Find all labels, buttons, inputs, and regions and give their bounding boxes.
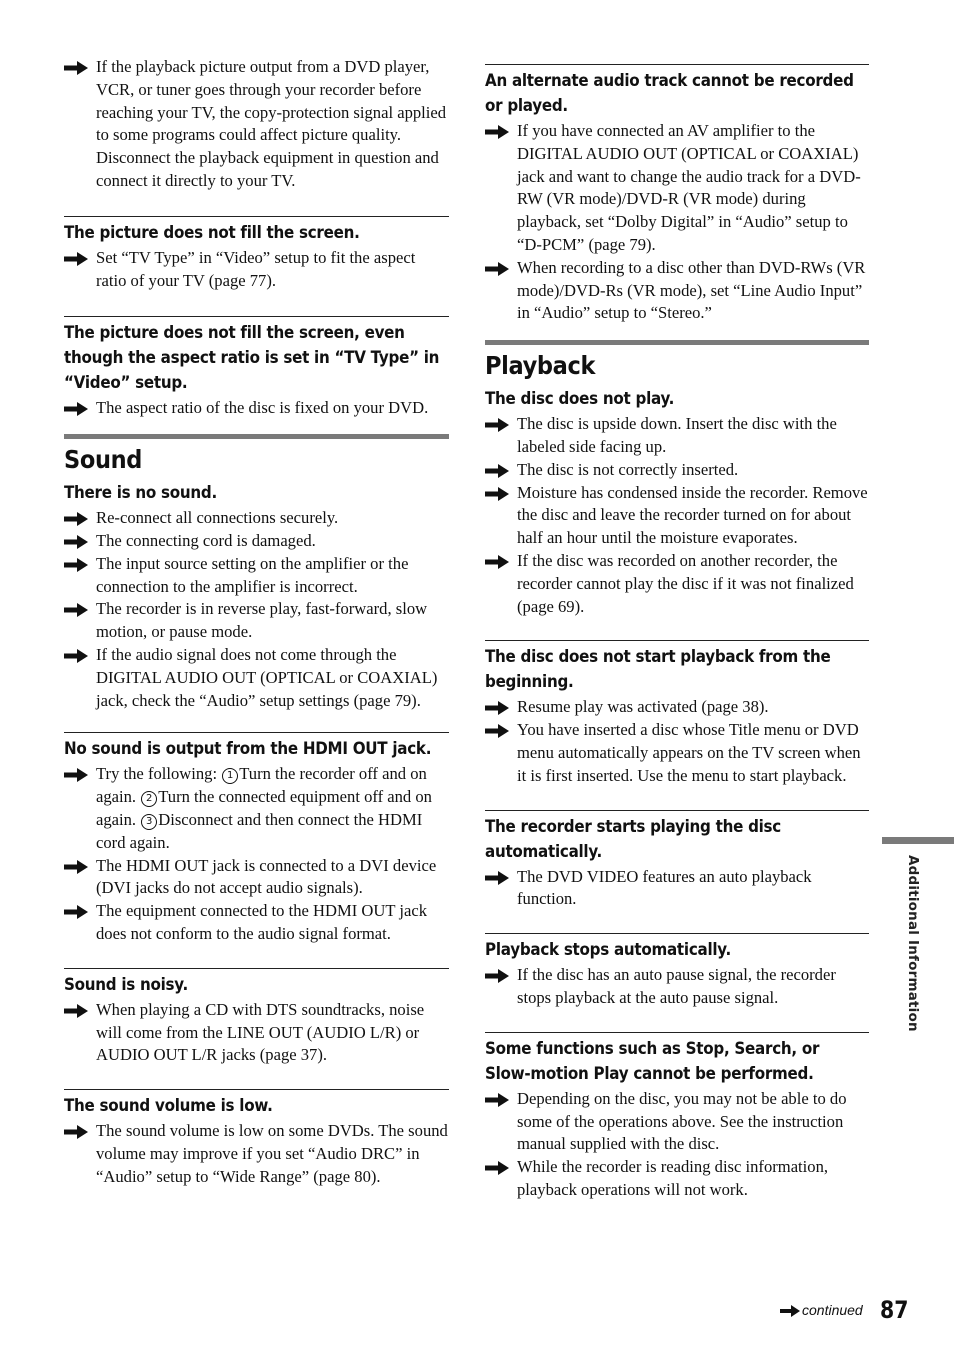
step-number-3: 3 [141, 814, 157, 830]
arrow-right-icon [780, 1302, 800, 1322]
arrow-right-icon [485, 418, 509, 432]
list-item: If you have connected an AV amplifier to the DIGITAL AUDIO OUT (OPTICAL or COAXIAL) jack and want to change the audio track for a DVD-RW (VR mode)/DVD-R (VR mode) during playback, set “Dolby Digital” in “Audio” setup to “D-PCM” (page 79). [485, 120, 869, 257]
list-item: You have inserted a disc whose Title menu or DVD menu automatically appears on the TV screen when it is first inserted. Use the menu to start playback. [485, 719, 869, 787]
question-title: There is no sound. [64, 483, 217, 504]
arrow-right-icon [485, 555, 509, 569]
arrow-right-icon [64, 558, 88, 572]
question-title: The disc does not start playback from the beginning. [485, 647, 831, 693]
list-item: When recording to a disc other than DVD-RWs (VR mode)/DVD-Rs (VR mode), set “Line Audio Input” in “Audio” setup to “Stereo.” [485, 257, 869, 325]
arrow-right-icon [64, 402, 88, 416]
list-item: The HDMI OUT jack is connected to a DVI device (DVI jacks do not accept audio signals). [64, 855, 449, 901]
arrow-right-icon [485, 969, 509, 983]
left-column [64, 56, 449, 1189]
question-title: No sound is output from the HDMI OUT jack. [64, 739, 432, 760]
list-item: Depending on the disc, you may not be able to do some of the operations above. See the instruction manual supplied with the disc. [485, 1088, 869, 1156]
arrow-right-icon [64, 1125, 88, 1139]
list-item: Resume play was activated (page 38). [485, 696, 869, 719]
section-alternate-audio [485, 64, 869, 325]
list-item: The connecting cord is damaged. [64, 530, 449, 553]
list-item: The disc is upside down. Insert the disc with the labeled side facing up. [485, 413, 869, 459]
section-picture-fill [64, 216, 449, 293]
list-item: If the disc was recorded on another recorder, the recorder cannot play the disc if it was not finalized (page 69). [485, 550, 869, 618]
continued-note: continued [780, 1300, 863, 1320]
arrow-right-icon [485, 464, 509, 478]
section-hdmi [64, 732, 449, 945]
section-sound [64, 434, 449, 712]
arrow-right-icon [64, 860, 88, 874]
arrow-right-icon [64, 1004, 88, 1018]
arrow-right-icon [64, 603, 88, 617]
arrow-right-icon [64, 768, 88, 782]
section-auto-stop [485, 933, 869, 1010]
arrow-right-icon [485, 262, 509, 276]
section-heading-sound: Sound [64, 445, 143, 475]
no-sound-list [64, 507, 449, 712]
section-heading-playback: Playback [485, 351, 596, 381]
question-title: Playback stops automatically. [485, 940, 732, 961]
list-item: Set “TV Type” in “Video” setup to fit the aspect ratio of your TV (page 77). [64, 247, 449, 293]
arrow-right-icon [485, 125, 509, 139]
section-low-volume [64, 1089, 449, 1188]
step-number-1: 1 [222, 768, 238, 784]
list-item: The sound volume is low on some DVDs. The sound volume may improve if you set “Audio DRC” in “Audio” setup to “Wide Range” (page 80). [64, 1120, 449, 1188]
arrow-right-icon [64, 535, 88, 549]
arrow-right-icon [64, 512, 88, 526]
intro-block [64, 56, 449, 193]
question-title: Some functions such as Stop, Search, or Slow-motion Play cannot be performed. [485, 1038, 820, 1084]
arrow-right-icon [485, 1093, 509, 1107]
list-item: Moisture has condensed inside the recorder. Remove the disc and leave the recorder turned on for about half an hour until the moisture evaporates. [485, 482, 869, 550]
section-playback [485, 340, 869, 618]
arrow-right-icon [64, 905, 88, 919]
side-tab-label: Additional Information [905, 855, 921, 1032]
right-column [485, 64, 869, 1202]
section-picture-fill-aspect [64, 316, 449, 420]
list-item: The recorder is in reverse play, fast-forward, slow motion, or pause mode. [64, 598, 449, 644]
question-title: The picture does not fill the screen. [64, 222, 360, 243]
section-functions [485, 1032, 869, 1202]
section-noisy [64, 968, 449, 1067]
list-item: While the recorder is reading disc information, playback operations will not work. [485, 1156, 869, 1202]
question-title: The picture does not fill the screen, even though the aspect ratio is set in “TV Type” in “Video” setup. [64, 323, 440, 394]
question-title: The recorder starts playing the disc automatically. [485, 816, 782, 862]
question-title: An alternate audio track cannot be recorded or played. [485, 71, 854, 116]
arrow-right-icon [64, 649, 88, 663]
list-item: If the playback picture output from a DVD player, VCR, or tuner goes through your recorder before reaching your TV, the copy-protection signal applied to some programs could affect picture quality. Disconnect the playback equipment in question and connect it directly to your TV. [64, 56, 449, 193]
arrow-right-icon [485, 487, 509, 501]
list-item: The disc is not correctly inserted. [485, 459, 869, 482]
question-title: Sound is noisy. [64, 974, 188, 995]
arrow-right-icon [485, 871, 509, 885]
list-item: When playing a CD with DTS soundtracks, noise will come from the LINE OUT (AUDIO L/R) or AUDIO OUT L/R jacks (page 37). [64, 999, 449, 1067]
list-item: If the audio signal does not come through the DIGITAL AUDIO OUT (OPTICAL or COAXIAL) jack, check the “Audio” setup settings (page 79). [64, 644, 449, 712]
arrow-right-icon [485, 701, 509, 715]
list-item: Try the following: 1 Turn the recorder off and on again. 2 Turn the connected equipment off and on again. 3 Disconnect and then connect the HDMI cord again. [64, 763, 449, 854]
section-not-beginning [485, 640, 869, 787]
question-title: The sound volume is low. [64, 1096, 273, 1117]
section-auto-start [485, 810, 869, 912]
list-item: The aspect ratio of the disc is fixed on your DVD. [64, 397, 449, 420]
side-tab-bar [882, 837, 954, 844]
list-item: The DVD VIDEO features an auto playback function. [485, 866, 869, 912]
list-item: If the disc has an auto pause signal, the recorder stops playback at the auto pause signal. [485, 964, 869, 1010]
arrow-right-icon [485, 724, 509, 738]
list-item: The equipment connected to the HDMI OUT jack does not conform to the audio signal format. [64, 900, 449, 946]
arrow-right-icon [485, 1161, 509, 1175]
step-number-2: 2 [141, 791, 157, 807]
arrow-right-icon [64, 61, 88, 75]
question-title: The disc does not play. [485, 389, 675, 410]
list-item: Re-connect all connections securely. [64, 507, 449, 530]
page-number: 87 [880, 1296, 909, 1324]
arrow-right-icon [64, 252, 88, 266]
list-item: The input source setting on the amplifier or the connection to the amplifier is incorrect. [64, 553, 449, 599]
